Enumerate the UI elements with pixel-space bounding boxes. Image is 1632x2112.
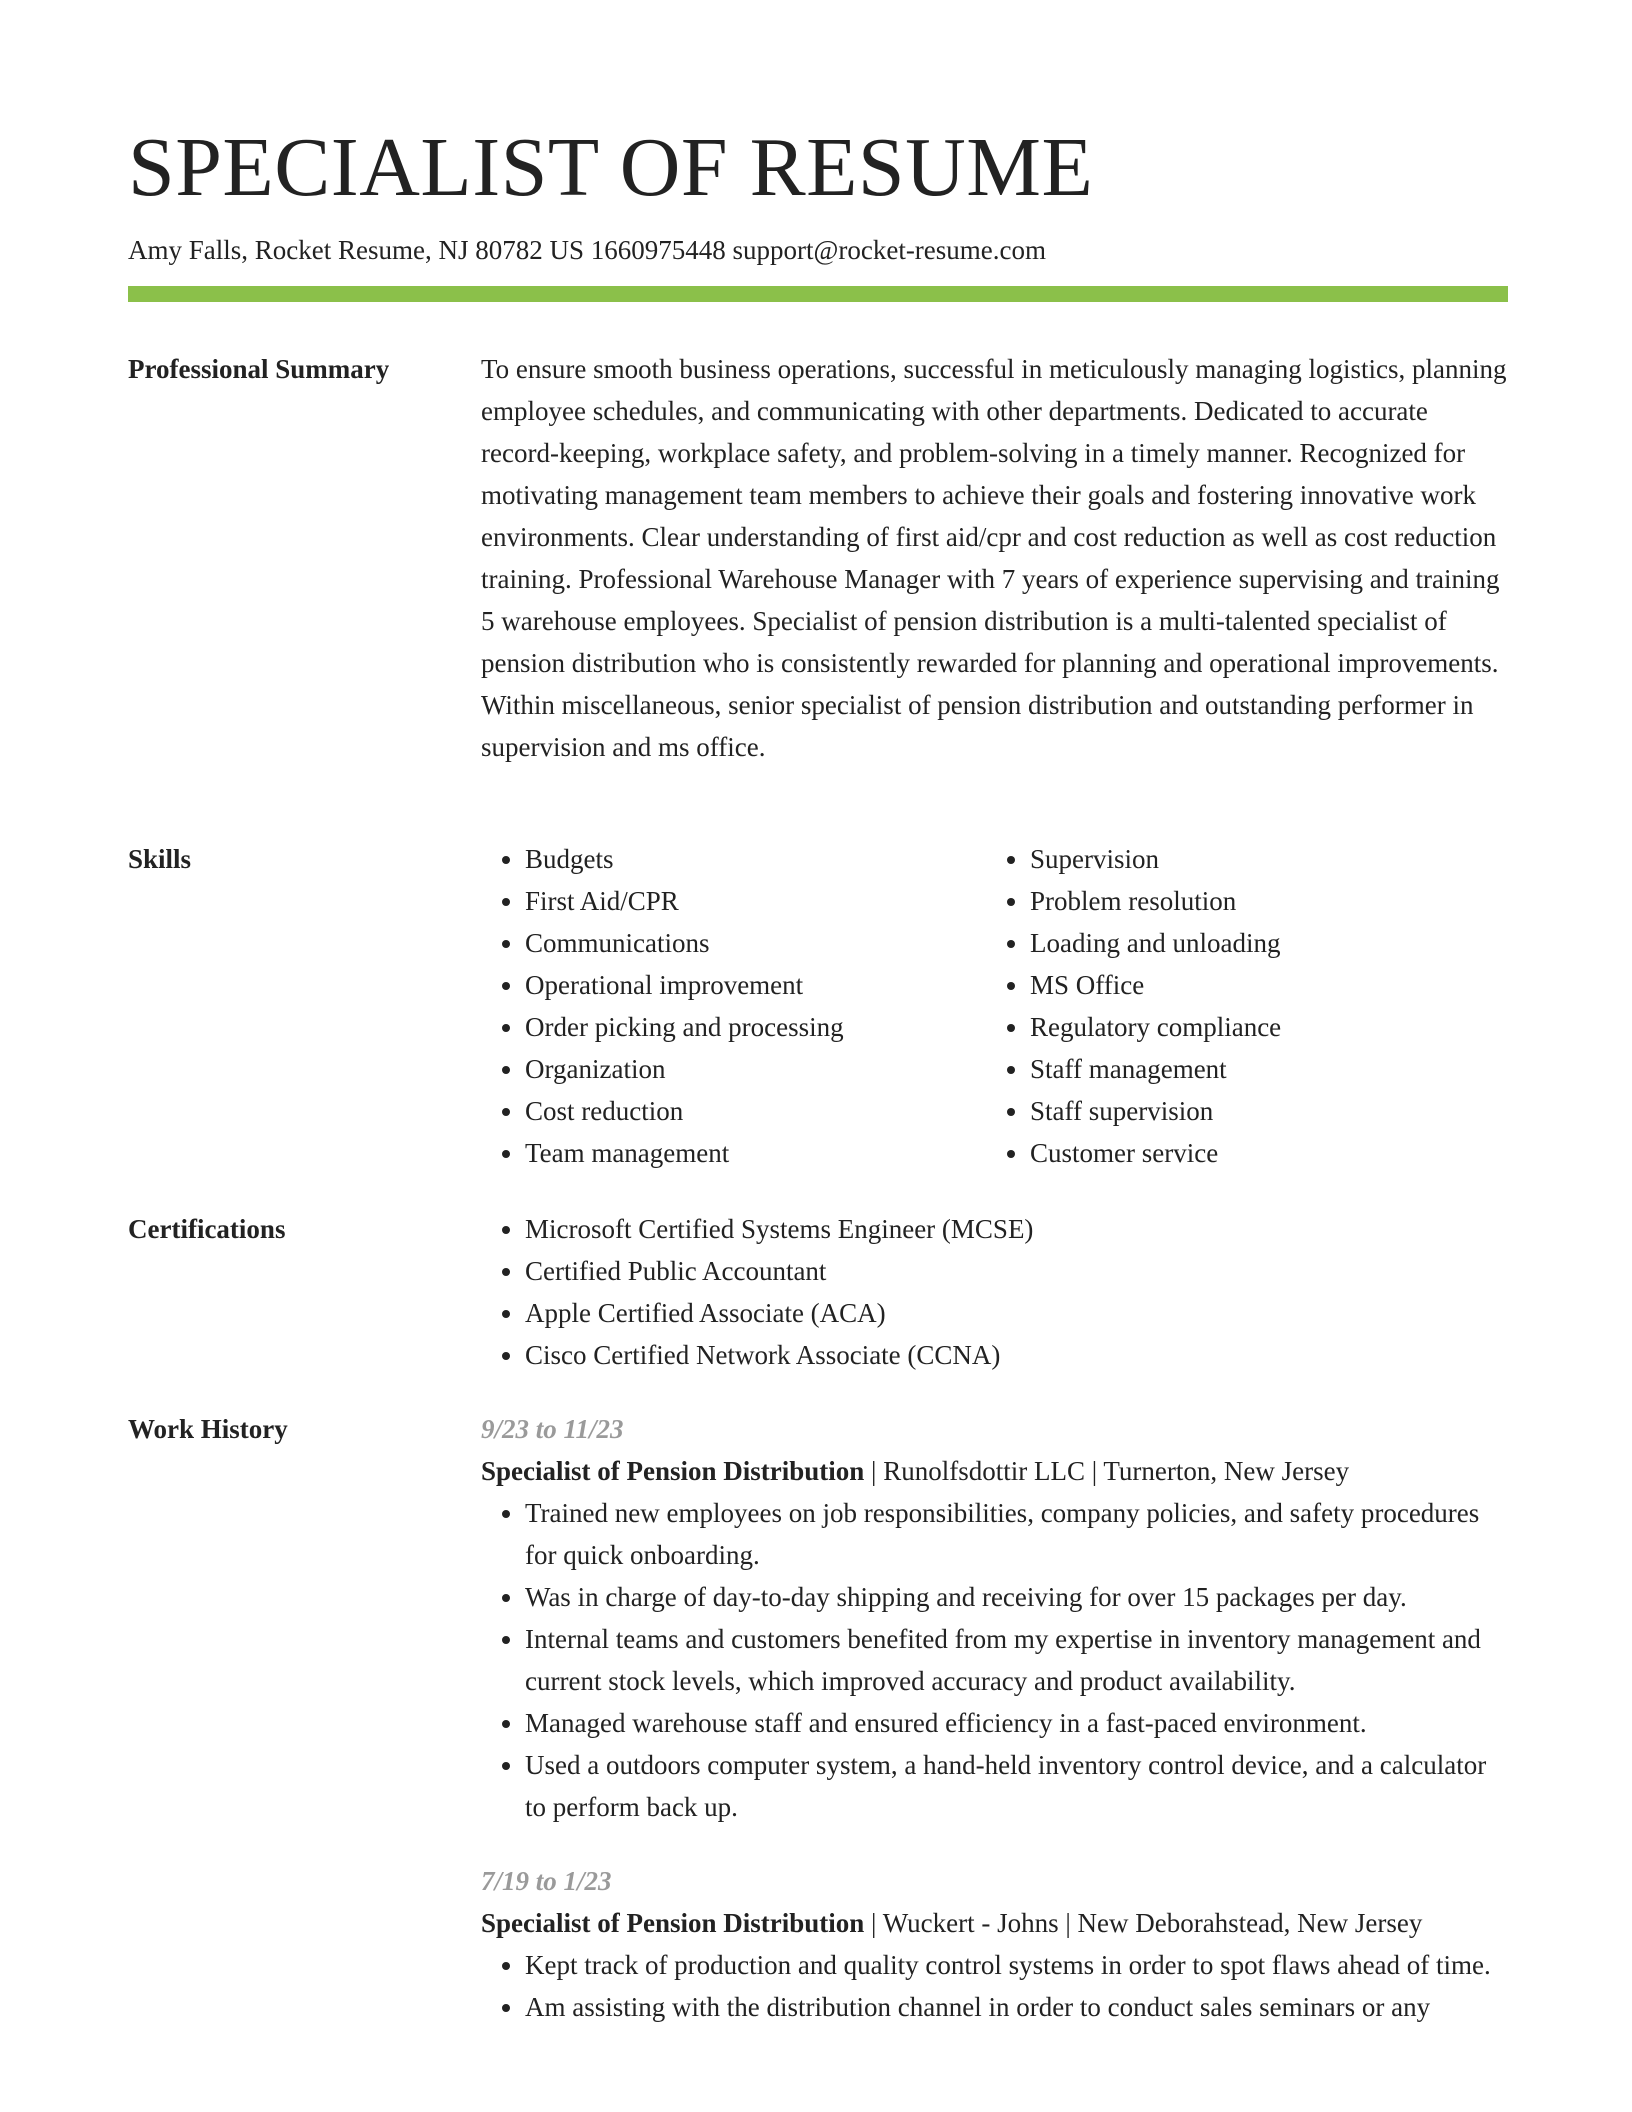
skill-item: • First Aid/CPR bbox=[525, 880, 986, 922]
job-title: Specialist of Pension Distribution bbox=[481, 1456, 865, 1486]
job-dates: 7/19 to 1/23 bbox=[481, 1866, 612, 1896]
resume-title: SPECIALIST OF RESUME bbox=[128, 121, 1094, 214]
skill-item: • Problem resolution bbox=[1030, 880, 1491, 922]
job-bullet: • Trained new employees on job responsibilities, company policies, and safety procedures for quick onboarding. bbox=[525, 1492, 1511, 1576]
skill-item: • Supervision bbox=[1030, 838, 1491, 880]
skills-column-right bbox=[986, 838, 1491, 1174]
skill-item: • Order picking and processing bbox=[525, 1006, 986, 1048]
skill-item: • Communications bbox=[525, 922, 986, 964]
job-bullets bbox=[481, 1492, 1511, 1828]
skills-heading: Skills bbox=[128, 844, 192, 874]
job-employer-location: | Runolfsdottir LLC | Turnerton, New Jersey bbox=[864, 1456, 1350, 1486]
skill-item: • Customer service bbox=[1030, 1132, 1491, 1174]
job-heading bbox=[481, 1450, 1511, 1492]
skill-item: • Staff supervision bbox=[1030, 1090, 1491, 1132]
skill-item: • Budgets bbox=[525, 838, 986, 880]
header-divider bbox=[128, 286, 1508, 302]
job-bullet: • Internal teams and customers benefited from my expertise in inventory management and current stock levels, which improved accuracy and product availability. bbox=[525, 1618, 1511, 1702]
work-history-heading: Work History bbox=[128, 1414, 288, 1444]
skills-column-left bbox=[481, 838, 986, 1174]
skill-item: • Staff management bbox=[1030, 1048, 1491, 1090]
skill-item: • Cost reduction bbox=[525, 1090, 986, 1132]
work-history-section bbox=[481, 1408, 1511, 2028]
skill-item: • MS Office bbox=[1030, 964, 1491, 1006]
job-employer-location: | Wuckert - Johns | New Deborahstead, New Jersey bbox=[864, 1908, 1423, 1938]
certification-item: • Cisco Certified Network Associate (CCNA) bbox=[525, 1334, 1511, 1376]
job-title: Specialist of Pension Distribution bbox=[481, 1908, 865, 1938]
certifications-heading: Certifications bbox=[128, 1214, 286, 1244]
contact-line: Amy Falls, Rocket Resume, NJ 80782 US 1660975448 support@rocket-resume.com bbox=[128, 235, 1047, 265]
certification-item: • Certified Public Accountant bbox=[525, 1250, 1511, 1292]
skill-item: • Loading and unloading bbox=[1030, 922, 1491, 964]
job-bullet: • Kept track of production and quality control systems in order to spot flaws ahead of time. bbox=[525, 1944, 1511, 1986]
job-entry bbox=[481, 1860, 1511, 2028]
job-entry bbox=[481, 1408, 1511, 1828]
skill-item: • Regulatory compliance bbox=[1030, 1006, 1491, 1048]
certification-item: • Microsoft Certified Systems Engineer (MCSE) bbox=[525, 1208, 1511, 1250]
job-bullet: • Managed warehouse staff and ensured efficiency in a fast-paced environment. bbox=[525, 1702, 1511, 1744]
summary-text: To ensure smooth business operations, successful in meticulously managing logistics, planning employee schedules, and communicating with other departments. Dedicated to accurate record-keeping, workplace safety, and problem-solving in a timely manner. Recognized for motivating management team members to achieve their goals and fostering innovative work environments. Clear understanding of first aid/cpr and cost reduction as well as cost reduction training. Professional Warehouse Manager with 7 years of experience supervising and training 5 warehouse employees. Specialist of pension distribution is a multi-talented specialist of pension distribution who is consistently rewarded for planning and operational improvements. Within miscellaneous, senior specialist of pension distribution and outstanding performer in supervision and ms office. bbox=[481, 354, 1507, 762]
skill-item: • Operational improvement bbox=[525, 964, 986, 1006]
skill-item: • Team management bbox=[525, 1132, 986, 1174]
summary-section bbox=[481, 348, 1511, 768]
certifications-section bbox=[481, 1208, 1511, 1376]
job-bullet: • Am assisting with the distribution channel in order to conduct sales seminars or any bbox=[525, 1986, 1511, 2028]
job-heading bbox=[481, 1902, 1511, 1944]
job-bullet: • Used a outdoors computer system, a hand-held inventory control device, and a calculator to perform back up. bbox=[525, 1744, 1511, 1828]
job-dates: 9/23 to 11/23 bbox=[481, 1414, 624, 1444]
skill-item: • Organization bbox=[525, 1048, 986, 1090]
certification-item: • Apple Certified Associate (ACA) bbox=[525, 1292, 1511, 1334]
job-bullet: • Was in charge of day-to-day shipping and receiving for over 15 packages per day. bbox=[525, 1576, 1511, 1618]
summary-heading: Professional Summary bbox=[128, 354, 390, 384]
job-bullets bbox=[481, 1944, 1511, 2028]
skills-section bbox=[481, 838, 1511, 1174]
